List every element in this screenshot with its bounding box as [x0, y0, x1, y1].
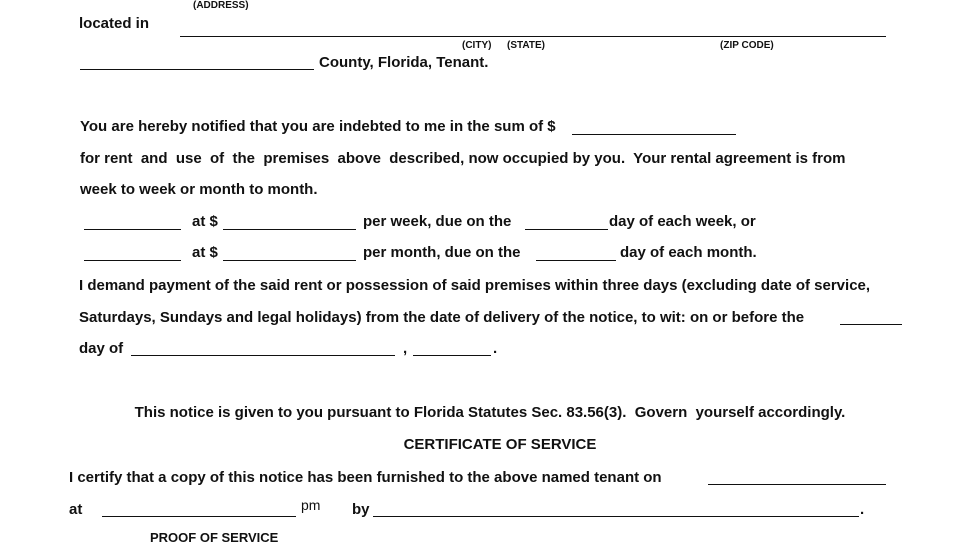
county-tenant-text: County, Florida, Tenant. — [319, 54, 489, 71]
certify-text: I certify that a copy of this notice has been furnished to the above named tenant on — [69, 469, 662, 486]
address-blank[interactable] — [180, 36, 886, 37]
day-of-year-blank[interactable] — [413, 355, 491, 356]
by-period: . — [860, 501, 865, 518]
proof-title: PROOF OF SERVICE — [150, 530, 279, 545]
rent-use-text: for rent and use of the premises above described, now occupied by you. Your rental agreement is from — [80, 150, 846, 167]
amount-blank[interactable] — [572, 134, 736, 135]
week-per-text: per week, due on the — [363, 213, 512, 230]
pm-label: pm — [301, 497, 321, 513]
at-label: at — [69, 501, 83, 518]
located-in-label: located in — [79, 15, 150, 32]
month-at-label: at $ — [192, 244, 218, 261]
state-caption: (STATE) — [507, 40, 545, 51]
week-period-blank[interactable] — [84, 229, 181, 230]
month-day-text: day of each month. — [620, 244, 757, 261]
week-day-text: day of each week, or — [609, 213, 756, 230]
month-rate-blank[interactable] — [223, 260, 356, 261]
week-at-label: at $ — [192, 213, 218, 230]
day-of-month-blank[interactable] — [131, 355, 395, 356]
month-per-text: per month, due on the — [363, 244, 521, 261]
demand-text: I demand payment of the said rent or possession of said premises within three days (excluding date of service, — [79, 277, 871, 294]
comma-sep: , — [403, 340, 408, 357]
zip-caption: (ZIP CODE) — [720, 40, 774, 51]
day-of-label: day of — [79, 340, 124, 357]
week-due-day-blank[interactable] — [525, 229, 608, 230]
address-caption: (ADDRESS) — [193, 0, 249, 11]
saturdays-text: Saturdays, Sundays and legal holidays) from the date of delivery of the notice, to wit: on or before the — [79, 309, 805, 326]
indebted-text: You are hereby notified that you are indebted to me in the sum of $ — [80, 118, 556, 135]
month-due-day-blank[interactable] — [536, 260, 616, 261]
statute-text: This notice is given to you pursuant to Florida Statutes Sec. 83.56(3). Govern yourself accordingly. — [134, 404, 846, 421]
county-blank[interactable] — [80, 69, 314, 70]
served-date-blank[interactable] — [708, 484, 886, 485]
by-label: by — [352, 501, 370, 518]
week-month-text: week to week or month to month. — [80, 181, 318, 198]
city-caption: (CITY) — [462, 40, 492, 51]
certificate-title: CERTIFICATE OF SERVICE — [403, 436, 597, 453]
before-date-blank[interactable] — [840, 324, 902, 325]
day-of-period: . — [493, 340, 498, 357]
week-rate-blank[interactable] — [223, 229, 356, 230]
month-period-blank[interactable] — [84, 260, 181, 261]
served-time-blank[interactable] — [102, 516, 296, 517]
served-by-blank[interactable] — [373, 516, 859, 517]
